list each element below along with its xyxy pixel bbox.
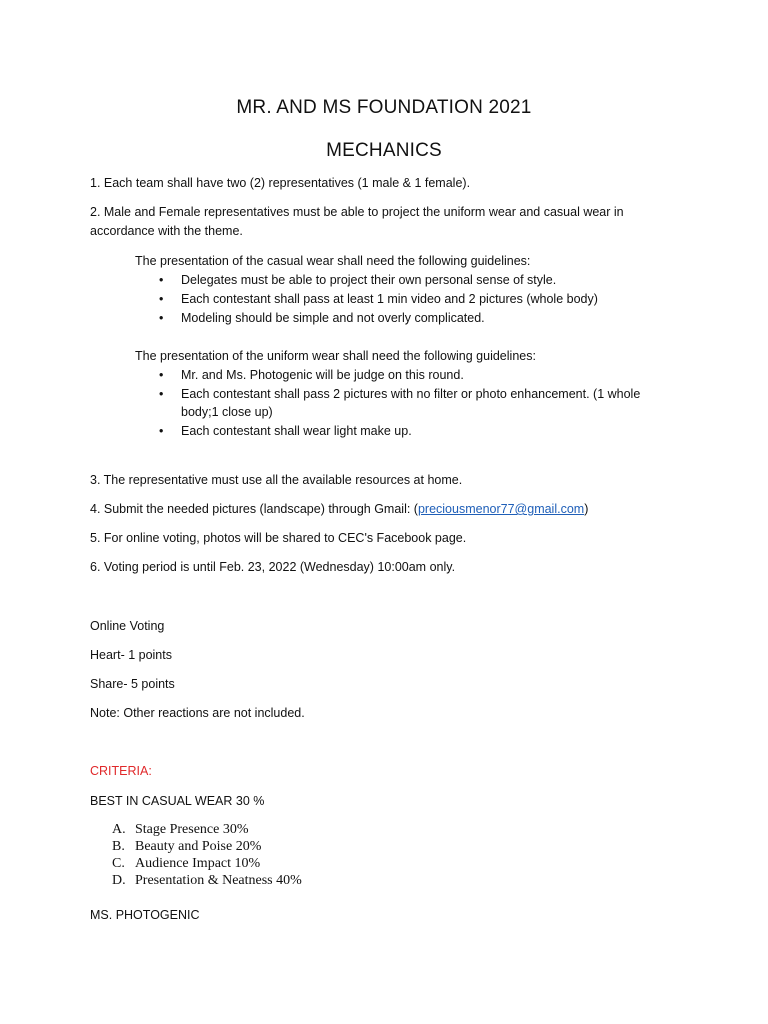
list-item: D. Presentation & Neatness 40%: [112, 873, 302, 888]
list-item: B. Beauty and Poise 20%: [112, 839, 262, 854]
bullet-icon: •: [159, 311, 164, 325]
casual-wear-criteria-list: [112, 821, 302, 889]
voting-share-points: Share- 5 points: [90, 677, 175, 691]
casual-wear-intro: The presentation of the casual wear shall need the following guidelines:: [135, 254, 531, 268]
casual-wear-guidelines: [135, 271, 665, 328]
casual-wear-criteria-title: BEST IN CASUAL WEAR 30 %: [90, 794, 265, 808]
list-item: A. Stage Presence 30%: [112, 822, 249, 837]
voting-note: Note: Other reactions are not included.: [90, 706, 305, 720]
mechanics-item-6: 6. Voting period is until Feb. 23, 2022 (Wednesday) 10:00am only.: [90, 560, 456, 574]
list-item: • Delegates must be able to project their own personal sense of style.: [159, 273, 557, 287]
list-item: • Each contestant shall pass at least 1 min video and 2 pictures (whole body): [159, 292, 598, 306]
document-title: MR. AND MS FOUNDATION 2021: [236, 97, 532, 118]
list-item: • Each contestant shall wear light make up.: [159, 424, 412, 438]
list-item: • Mr. and Ms. Photogenic will be judge on this round.: [159, 368, 464, 382]
uniform-wear-guidelines: [135, 366, 665, 441]
list-item: • Each contestant shall pass 2 pictures with no filter or photo enhancement. (1 whole body;1 close up): [159, 387, 641, 419]
list-item: C. Audience Impact 10%: [112, 856, 261, 871]
email-link[interactable]: preciousmenor77@gmail.com: [417, 502, 585, 516]
bullet-icon: •: [159, 368, 164, 382]
mechanics-item-3: 3. The representative must use all the available resources at home.: [90, 473, 463, 487]
bullet-icon: •: [159, 292, 164, 306]
list-item: • Modeling should be simple and not overly complicated.: [159, 311, 485, 325]
mechanics-item-1: 1. Each team shall have two (2) representatives (1 male & 1 female).: [90, 176, 471, 190]
ms-photogenic-title: MS. PHOTOGENIC: [90, 908, 200, 922]
voting-heart-points: Heart- 1 points: [90, 648, 172, 662]
uniform-wear-intro: The presentation of the uniform wear shall need the following guidelines:: [135, 349, 536, 363]
bullet-icon: •: [159, 387, 164, 401]
mechanics-item-5: 5. For online voting, photos will be shared to CEC's Facebook page.: [90, 531, 467, 545]
document-subtitle: MECHANICS: [326, 140, 442, 161]
bullet-icon: •: [159, 424, 164, 438]
online-voting-title: Online Voting: [90, 619, 165, 633]
mechanics-item-2: 2. Male and Female representatives must be able to project the uniform wear and casual wear in accordance with the theme.: [90, 205, 624, 238]
mechanics-item-4: 4. Submit the needed pictures (landscape) through Gmail: (preciousmenor77@gmail.com): [90, 502, 589, 516]
bullet-icon: •: [159, 273, 164, 287]
criteria-heading: CRITERIA:: [90, 764, 152, 778]
